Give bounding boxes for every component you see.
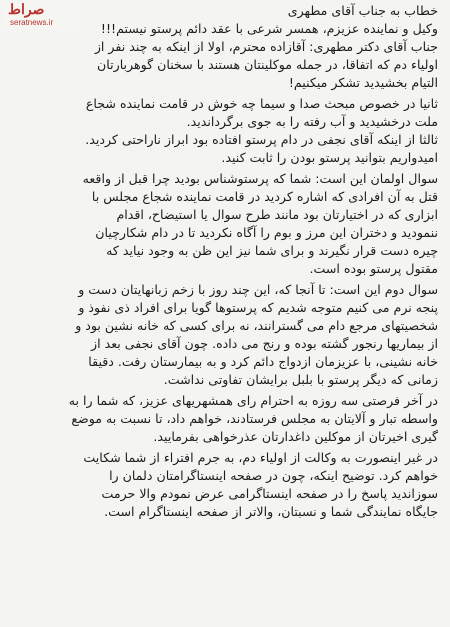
letter-line: ننمودید و دختران این مرز و بوم را آگاه نکردید تا در دام شکارچیان — [95, 225, 438, 240]
letter-line: در آخر فرصتی سه روزه به احترام رای همشهریهای عزیز، که شما را به — [68, 393, 438, 408]
letter-line: التیام بخشیدید تشکر میکنیم! — [288, 75, 438, 90]
letter-line: شخصیتهای مرجع دام می گسترانند، نه برای کسی که خانه نشین بود و — [75, 318, 438, 333]
letter-line: ثالثا از اینکه آقای نجفی در دام پرستو افتاده بود ابراز ناراحتی کردید. — [85, 132, 438, 147]
letter-line: جایگاه نمایندگی شما و نسبتان، والاتر از صفحه اینستاگرام است. — [104, 504, 438, 519]
letter-line: ملت درخشیدید و آب رفته را به جوی برگرداندید. — [186, 114, 438, 129]
letter-line: وکیل و نماینده عزیزم، همسر شرعی با عقد دائم پرستو نیستم!!! — [100, 21, 438, 36]
letter-line: سوزاندید پاسخ را در صفحه اینستاگرامی عرض نمودم والا حرمت — [101, 486, 438, 501]
letter-line: چیره دست قرار نگیرند و برای شما نیز این ظن به وجود نیاید که — [106, 243, 438, 258]
watermark-mark: صراط — [8, 2, 45, 18]
letter-line: مقتول پرستو بوده است. — [309, 261, 438, 276]
letter-line: گیری اخیرتان از موکلین داغدارتان عذرخواهی بفرمایید. — [153, 429, 438, 444]
seratnews-watermark-logo — [4, 3, 80, 29]
letter-line: جناب آقای دکتر مطهری: آقازاده محترم، اولا از اینکه به چند نفر از — [94, 39, 438, 54]
watermark-url: seratnews.ir — [10, 18, 54, 27]
letter-line: اولیاء دم که اتفاقا، در جمله موکلینتان هستند با سخنان گوهربارتان — [97, 57, 438, 72]
letter-line: ثانیا در خصوص مبحث صدا و سیما چه خوش در قامت نماینده شجاع — [85, 96, 438, 111]
letter-line: خواهم کرد. توضیح اینکه، چون در صفحه اینستاگرامتان دلمان را — [109, 468, 438, 483]
letter-line: واسطه تبار و آلایتان به مجلس فرستادند، خواهم داد، تا نسبت به موضع — [71, 411, 438, 426]
letter-line: پنجه نرم می کنیم متوجه شدیم که پرستوها گویا برای افراد ذی نفوذ و — [78, 300, 438, 315]
letter-line: سوال دوم این است: تا آنجا که، این چند روز با زخم زبانهایتان دست و — [78, 282, 438, 297]
letter-line: زمانی که دیگر پرستو با بلبل برایشان تفاوتی نداشت. — [163, 372, 438, 387]
letter-line: در غیر اینصورت به وکالت از اولیاء دم، به جرم افتراء از شما شکایت — [83, 450, 438, 465]
letter-line: ابزاری که در اختیارتان بود مانند طرح سوال یا استیضاح، اقدام — [116, 207, 438, 222]
letter-line: از بیماریها رنجور گشته بوده و رنج می داده. چون آقای نجفی بعد از — [91, 336, 438, 351]
letter-title: خطاب به جناب آقای مطهری — [287, 3, 438, 18]
letter-line: امیدواریم بتوانید پرستو بودن را ثابت کنید. — [221, 150, 438, 165]
letter-line: خانه نشینی، با عزیزمان ازدواج دائم کرد و به بیمارستان رفت. دقیقا — [88, 354, 438, 369]
letter-line: سوال اولمان این است: شما که پرستوشناس بودید چرا قبل از واقعه — [82, 171, 438, 186]
letter-line: قتل به آن افرادی که اشاره کردید در قامت نماینده شجاع مجلس با — [91, 189, 438, 204]
